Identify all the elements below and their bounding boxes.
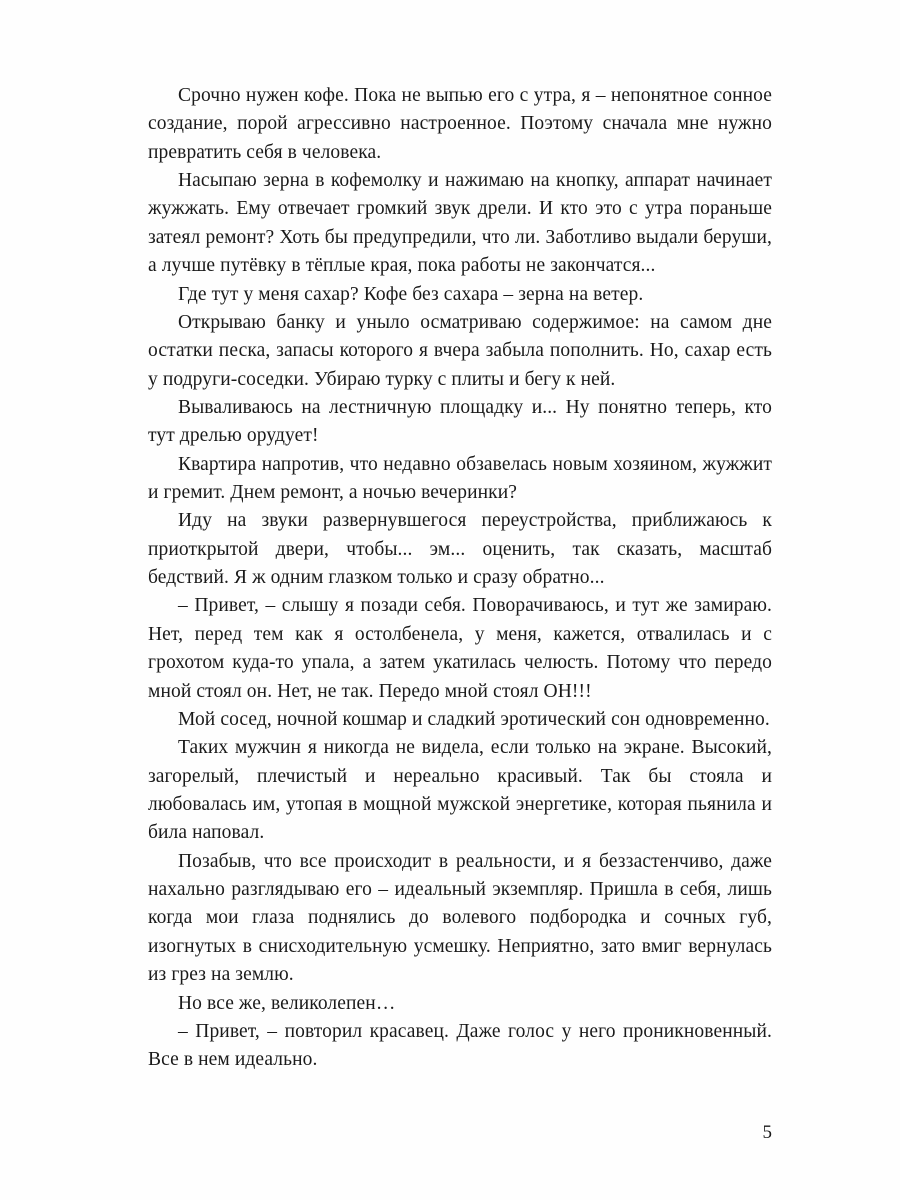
- paragraph: – Привет, – слышу я позади себя. Поворачиваюсь, и тут же замираю. Нет, перед тем как я остолбенела, у меня, кажется, отвалилась и с грохотом куда-то упала, а затем укатилась челюсть. Потому что передо мной стоял он. Нет, не так. Передо мной стоял ОН!!!: [148, 595, 772, 702]
- paragraph: Но все же, великолепен…: [178, 992, 396, 1014]
- paragraph: Иду на звуки развернувшегося переустройства, приближаюсь к приоткрытой двери, чтобы... эм... оценить, так сказать, масштаб бедствий. Я ж одним глазком только и сразу обратно...: [148, 510, 772, 589]
- page-body-text: [148, 82, 772, 1075]
- paragraph: Вываливаюсь на лестничную площадку и... Ну понятно теперь, кто тут дрелью орудует!: [148, 396, 772, 447]
- paragraph: Где тут у меня сахар? Кофе без сахара – зерна на ветер.: [178, 283, 644, 305]
- paragraph: Срочно нужен кофе. Пока не выпью его с утра, я – непонятное сонное создание, порой агрессивно настроенное. Поэтому сначала мне нужно превратить себя в человека.: [148, 85, 772, 163]
- paragraph: Насыпаю зерна в кофемолку и нажимаю на кнопку, аппарат начинает жужжать. Ему отвечает громкий звук дрели. И кто это с утра пораньше затеял ремонт? Хоть бы предупредили, что ли. Заботливо выдали беруши, а лучше путёвку в тёплые края, пока работы не закончатся...: [148, 170, 772, 277]
- paragraph: Позабыв, что все происходит в реальности, и я беззастенчиво, даже нахально разглядываю его – идеальный экземпляр. Пришла в себя, лишь когда мои глаза поднялись до волевого подбородка и сочных губ, изогнутых в снисходительную усмешку. Неприятно, зато вмиг вернулась из грез на землю.: [148, 850, 772, 986]
- paragraph: – Привет, – повторил красавец. Даже голос у него проникновенный. Все в нем идеально.: [148, 1020, 772, 1071]
- paragraph: Мой сосед, ночной кошмар и сладкий эротический сон одновременно.: [178, 708, 770, 730]
- page-number: 5: [762, 1122, 772, 1143]
- paragraph: Открываю банку и уныло осматриваю содержимое: на самом дне остатки песка, запасы которого я вчера забыла пополнить. Но, сахар есть у подруги-соседки. Убираю турку с плиты и бегу к ней.: [148, 311, 772, 390]
- paragraph: Таких мужчин я никогда не видела, если только на экране. Высокий, загорелый, плечистый и нереально красивый. Так бы стояла и любовалась им, утопая в мощной мужской энергетике, которая пьянила и била наповал.: [148, 737, 772, 844]
- paragraph: Квартира напротив, что недавно обзавелась новым хозяином, жужжит и гремит. Днем ремонт, а ночью вечеринки?: [148, 453, 772, 504]
